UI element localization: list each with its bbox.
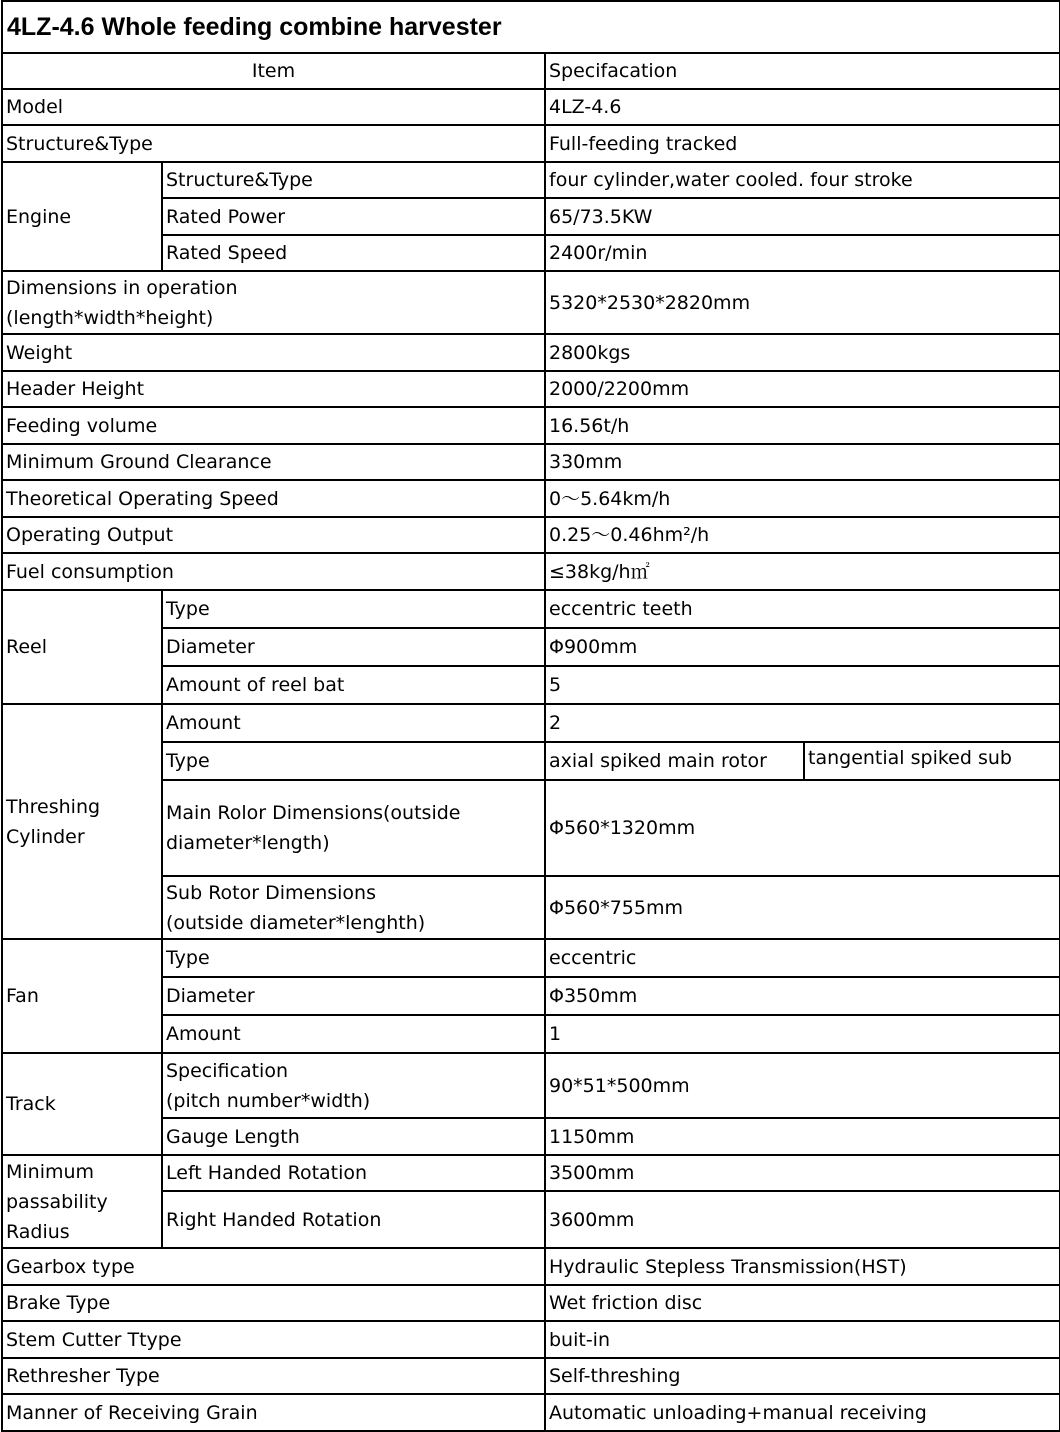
row-label: Theoretical Operating Speed	[2, 480, 545, 517]
row-label: Diameter	[162, 977, 545, 1015]
row-value: ≤38kg/h㎡	[545, 553, 1060, 590]
table-row	[2, 590, 1060, 628]
label-line: Radius	[6, 1220, 70, 1243]
label-line: Cylinder	[6, 825, 85, 848]
row-value: 5	[545, 666, 1060, 704]
row-value: 2	[545, 704, 1060, 742]
row-value: 16.56t/h	[545, 407, 1060, 444]
row-label	[162, 1053, 545, 1118]
row-value: 3600mm	[545, 1191, 1060, 1248]
row-value: 1150mm	[545, 1118, 1060, 1155]
row-label: Model	[2, 89, 545, 125]
table-row	[2, 407, 1060, 444]
row-label: Stem Cutter Ttype	[2, 1321, 545, 1358]
row-label: Minimum Ground Clearance	[2, 444, 545, 480]
row-value: eccentric	[545, 939, 1060, 977]
row-label: Manner of Receiving Grain	[2, 1394, 545, 1431]
row-label: Amount	[162, 704, 545, 742]
row-value: eccentric teeth	[545, 590, 1060, 628]
row-label: Gearbox type	[2, 1248, 545, 1285]
group-label-fan: Fan	[2, 939, 162, 1053]
table-row	[2, 162, 1060, 198]
row-label: Type	[162, 939, 545, 977]
row-value: 2000/2200mm	[545, 371, 1060, 407]
row-value: Self-threshing	[545, 1358, 1060, 1394]
row-value: 65/73.5KW	[545, 198, 1060, 235]
row-label: Rated Speed	[162, 235, 545, 271]
row-label	[162, 876, 545, 939]
table-row	[2, 480, 1060, 517]
table-row	[2, 334, 1060, 371]
table-row	[2, 939, 1060, 977]
group-label-passability	[2, 1155, 162, 1248]
row-label: Left Handed Rotation	[162, 1155, 545, 1191]
row-value: Full-feeding tracked	[545, 125, 1060, 162]
row-label: Type	[162, 590, 545, 628]
row-label: Brake Type	[2, 1285, 545, 1321]
row-label	[162, 780, 545, 876]
row-value: 330mm	[545, 444, 1060, 480]
table-row	[2, 1053, 1060, 1118]
row-value: Φ350mm	[545, 977, 1060, 1015]
table-row	[2, 553, 1060, 590]
table-row	[2, 371, 1060, 407]
row-value: 5320*2530*2820mm	[545, 271, 1060, 334]
table-row	[2, 704, 1060, 742]
row-value: Φ900mm	[545, 628, 1060, 666]
title-row	[2, 1, 1060, 53]
header-row	[2, 53, 1060, 89]
label-line: Dimensions in operation	[6, 276, 238, 299]
table-title: 4LZ-4.6 Whole feeding combine harvester	[2, 1, 1060, 53]
group-label-engine: Engine	[2, 162, 162, 271]
label-line: passability	[6, 1190, 108, 1213]
label-line: diameter*length)	[166, 832, 330, 854]
spec-table	[1, 0, 1060, 1432]
row-label: Feeding volume	[2, 407, 545, 444]
header-item: Item	[2, 53, 545, 89]
row-label: Amount of reel bat	[162, 666, 545, 704]
row-label: Header Height	[2, 371, 545, 407]
table-row	[2, 1358, 1060, 1394]
row-label: Right Handed Rotation	[162, 1191, 545, 1248]
row-label: Diameter	[162, 628, 545, 666]
row-value: Φ560*755mm	[545, 876, 1060, 939]
row-label: Structure&Type	[162, 162, 545, 198]
row-label: Fuel consumption	[2, 553, 545, 590]
row-value: Φ560*1320mm	[545, 780, 1060, 876]
label-line: (length*width*height)	[6, 306, 214, 329]
row-value: buit-in	[545, 1321, 1060, 1358]
row-value-sub: tangential spiked sub	[804, 742, 1060, 780]
row-value: 90*51*500mm	[545, 1053, 1060, 1118]
row-label: Operating Output	[2, 517, 545, 553]
row-label: Structure&Type	[2, 125, 545, 162]
table-row	[2, 1248, 1060, 1285]
row-label: Gauge Length	[162, 1118, 545, 1155]
table-row	[2, 125, 1060, 162]
table-row	[2, 1394, 1060, 1431]
table-row	[2, 1285, 1060, 1321]
label-line: Sub Rotor Dimensions	[166, 881, 376, 904]
table-row	[2, 89, 1060, 125]
row-value: 1	[545, 1015, 1060, 1053]
label-line: Main Rolor Dimensions(outside	[166, 802, 461, 824]
table-row	[2, 444, 1060, 480]
row-value: 2400r/min	[545, 235, 1060, 271]
row-label: Weight	[2, 334, 545, 371]
row-label	[2, 271, 545, 334]
group-label-threshing	[2, 704, 162, 939]
row-label: Rethresher Type	[2, 1358, 545, 1394]
label-line: Minimum	[6, 1160, 95, 1183]
table-row	[2, 1321, 1060, 1358]
row-value: 0～5.64km/h	[545, 480, 1060, 517]
row-value: Hydraulic Stepless Transmission(HST)	[545, 1248, 1060, 1285]
group-label-reel: Reel	[2, 590, 162, 704]
label-line: Specification	[166, 1059, 288, 1082]
row-label: Rated Power	[162, 198, 545, 235]
row-value: 2800kgs	[545, 334, 1060, 371]
row-value: Automatic unloading+manual receiving	[545, 1394, 1060, 1431]
table-row	[2, 1155, 1060, 1191]
header-spec: Specifacation	[545, 53, 1060, 89]
group-label-track: Track	[2, 1053, 162, 1155]
label-line: (pitch number*width)	[166, 1089, 371, 1112]
row-label: Type	[162, 742, 545, 780]
label-line: (outside diameter*lenghth)	[166, 911, 426, 934]
row-label: Amount	[162, 1015, 545, 1053]
row-value: 0.25～0.46hm²/h	[545, 517, 1060, 553]
row-value: 3500mm	[545, 1155, 1060, 1191]
label-line: Threshing	[6, 795, 101, 818]
row-value: Wet friction disc	[545, 1285, 1060, 1321]
row-value: four cylinder,water cooled. four stroke	[545, 162, 1060, 198]
table-row	[2, 271, 1060, 334]
row-value: 4LZ-4.6	[545, 89, 1060, 125]
row-value: axial spiked main rotor	[545, 742, 804, 780]
table-row	[2, 517, 1060, 553]
